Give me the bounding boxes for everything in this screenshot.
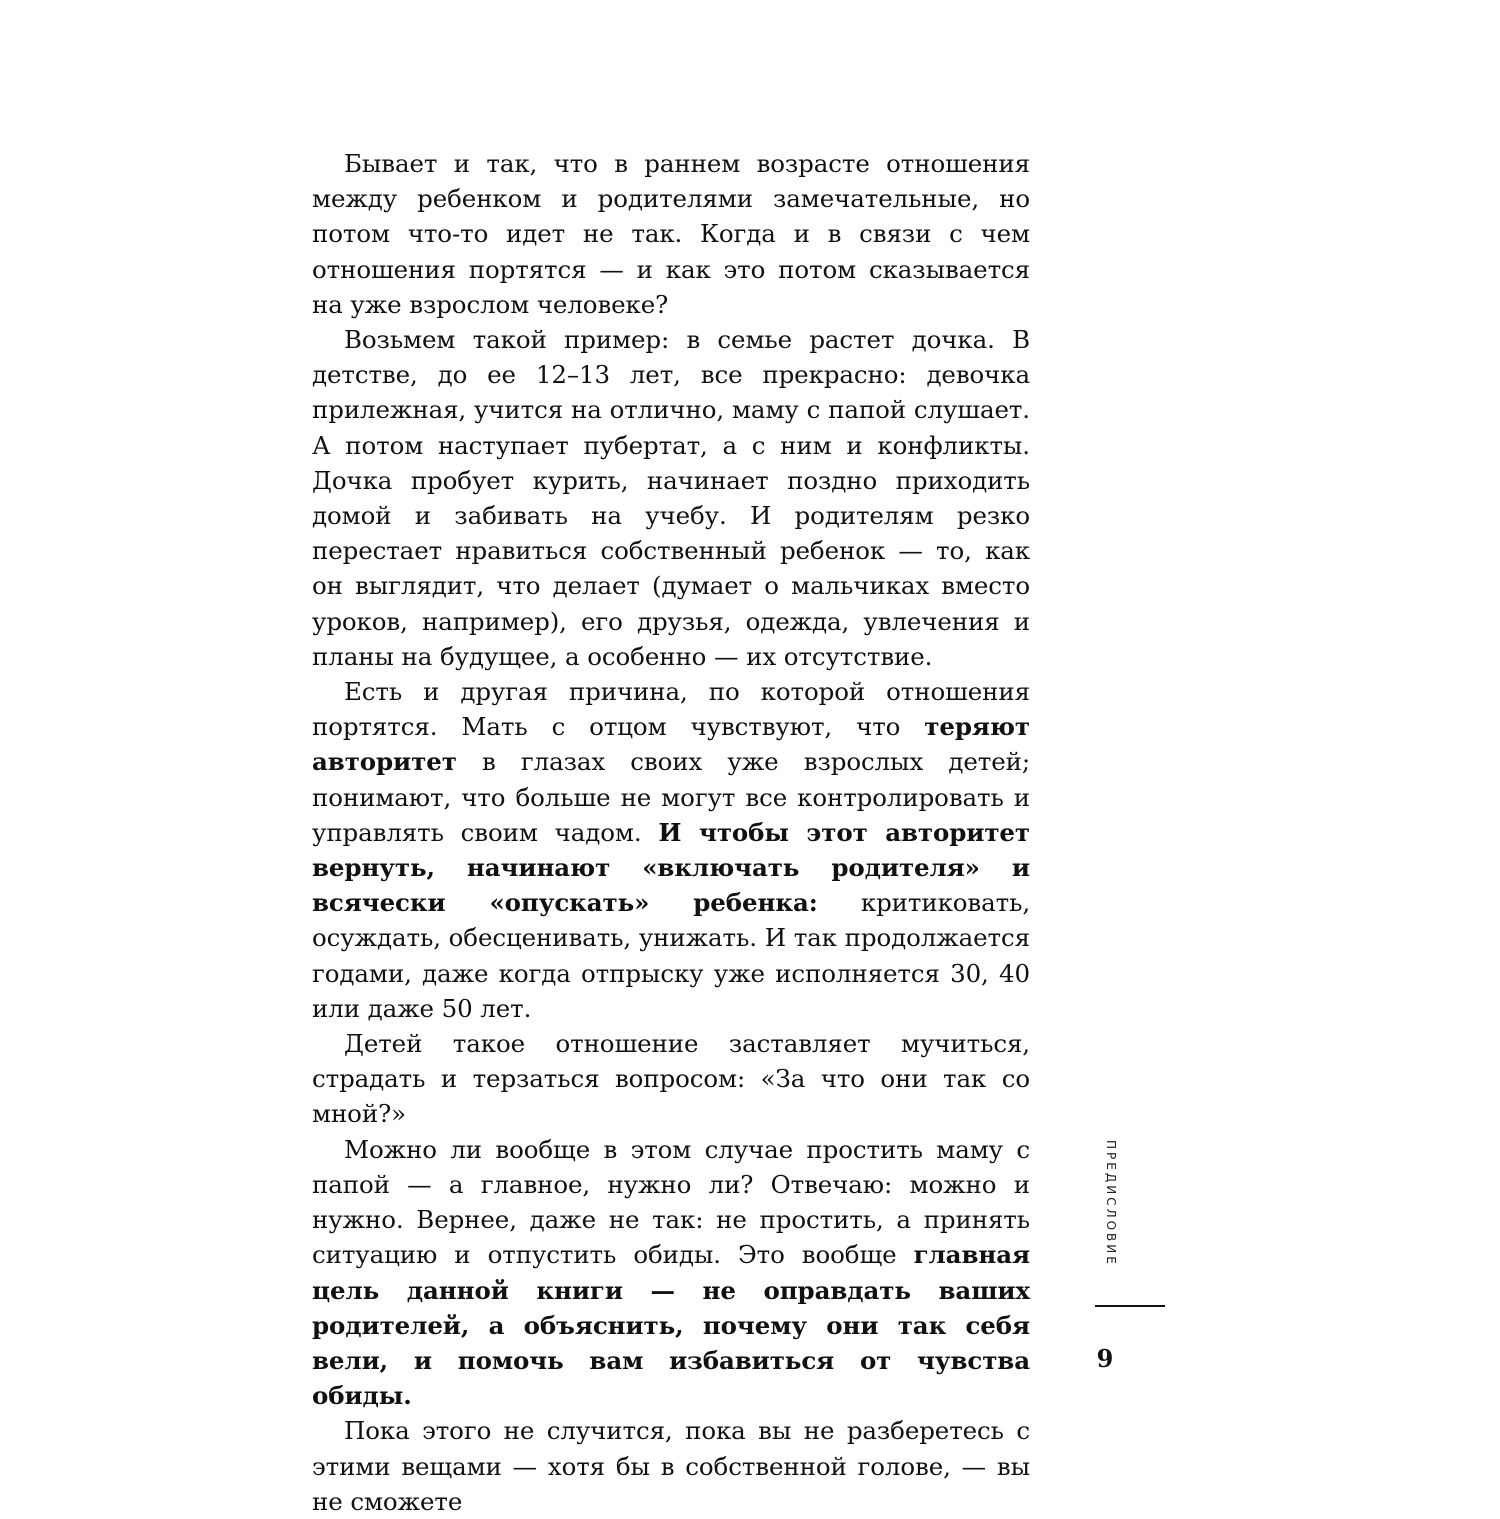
bold-text-run: теряют авторитет: [312, 712, 1030, 777]
paragraph-6: [312, 1413, 1030, 1519]
paragraph-5: [312, 1132, 1030, 1414]
text-run: в глазах своих уже взрослых детей; понимают, что больше не могут все контролировать и управлять своим чадом.: [312, 747, 1030, 847]
bold-text-run: И чтобы этот авторитет вернуть, начинают «включать родителя» и всячески «опускать» ребенка:: [312, 817, 1030, 918]
paragraph-3: [312, 674, 1030, 1026]
text-run: Пока этого не случится, пока вы не разберетесь с этими вещами — хотя бы в собственной голове, — вы не сможете: [312, 1416, 1030, 1516]
paragraph-1: [312, 146, 1030, 322]
running-head-rule: [1095, 1305, 1165, 1307]
text-run: Есть и другая причина, по которой отношения портятся. Мать с отцом чувствуют, что: [312, 677, 1030, 742]
text-run: Возьмем такой пример: в семье растет дочка. В детстве, до ее 12–13 лет, все прекрасно: девочка прилежная, учится на отлично, маму с папой слушает. А потом наступает пубертат, а с ним и конфликты. Дочка пробует курить, начинает поздно приходить домой и забивать на учебу. И родителям резко перестает нравиться собственный ребенок — то, как он выглядит, что делает (думает о мальчиках вместо уроков, например), его друзья, одежда, увлечения и планы на будущее, а особенно — их отсутствие.: [312, 325, 1030, 671]
page-number: 9: [1096, 1344, 1114, 1373]
text-run: Детей такое отношение заставляет мучиться, страдать и терзаться вопросом: «За что они так со мной?»: [312, 1029, 1030, 1129]
text-run: Бывает и так, что в раннем возрасте отношения между ребенком и родителями замечательные, но потом что-то идет не так. Когда и в связи с чем отношения портятся — и как это потом сказывается на уже взрослом человеке?: [312, 149, 1030, 319]
bold-text-run: главная цель данной книги — не оправдать ваших родителей, а объяснить, почему они так себя вели, и помочь вам избавиться от чувства обиды.: [312, 1240, 1030, 1411]
paragraph-4: [312, 1026, 1030, 1132]
running-head: ПРЕДИСЛОВИЕ: [1104, 1140, 1118, 1267]
text-run: Можно ли вообще в этом случае простить маму с папой — а главное, нужно ли? Отвечаю: можно и нужно. Вернее, даже не так: не простить, а принять ситуацию и отпустить обиды. Это вообще: [312, 1134, 1030, 1270]
text-run: критиковать, осуждать, обесценивать, унижать. И так продолжается годами, даже когда отпрыску уже исполняется 30, 40 или даже 50 лет.: [312, 888, 1031, 1023]
body-text: [312, 146, 1030, 1519]
paragraph-2: [312, 322, 1030, 674]
